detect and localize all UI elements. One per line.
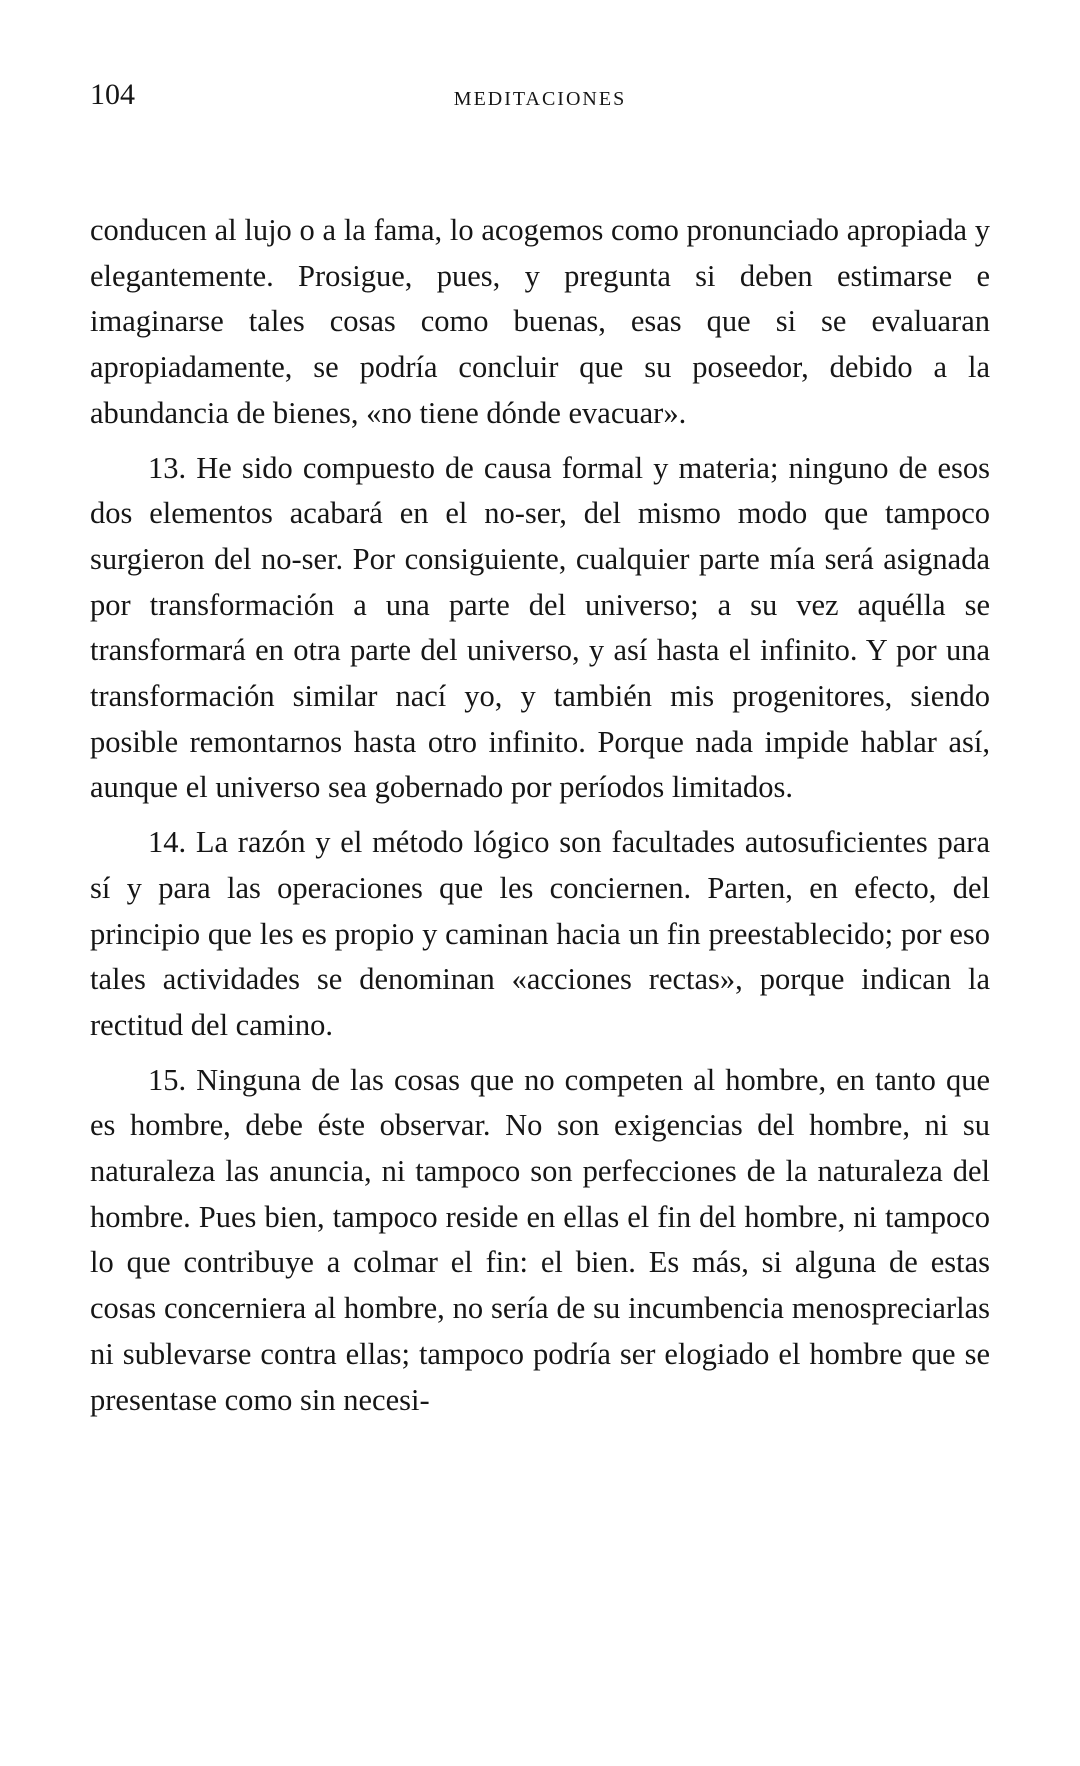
page-body <box>90 208 990 1423</box>
paragraph-continuation: conducen al lujo o a la fama, lo acogemos como pronunciado apropiada y elegantemente. Prosigue, pues, y pregunta si deben estimarse e imaginarse tales cosas como buenas, esas que si se evaluaran apropiadamente, se podría concluir que su poseedor, debido a la abundancia de bienes, «no tiene dónde evacuar». <box>90 213 990 430</box>
page-header <box>90 80 990 128</box>
paragraph-13: 13. He sido compuesto de causa formal y materia; ninguno de esos dos elementos acabará en el no-ser, del mismo modo que tampoco surgieron del no-ser. Por consiguiente, cualquier parte mía será asignada por transformación a una parte del universo; a su vez aquélla se transformará en otra parte del universo, y así hasta el infinito. Y por una transformación similar nací yo, y también mis progenitores, siendo posible remontarnos hasta otro infinito. Porque nada impide hablar así, aunque el universo sea gobernado por períodos limitados. <box>90 450 990 805</box>
book-page <box>90 78 990 1417</box>
running-title: MEDITACIONES <box>453 88 627 110</box>
paragraph-15: 15. Ninguna de las cosas que no competen al hombre, en tanto que es hombre, debe éste observar. No son exigencias del hombre, ni su naturaleza las anuncia, ni tampoco son perfecciones de la naturaleza del hombre. Pues bien, tampoco reside en ellas el fin del hombre, ni tampoco lo que contribuye a colmar el fin: el bien. Es más, si alguna de estas cosas concerniera al hombre, no sería de su incumbencia menospreciarlas ni sublevarse contra ellas; tampoco podría ser elogiado el hombre que se presentase como sin necesi- <box>90 1062 990 1417</box>
paragraph-14: 14. La razón y el método lógico son facultades autosuficientes para sí y para las operaciones que les conciernen. Parten, en efecto, del principio que les es propio y caminan hacia un fin preestablecido; por eso tales actividades se denominan «acciones rectas», porque indican la rectitud del camino. <box>90 825 990 1042</box>
page-number: 104 <box>90 78 135 111</box>
